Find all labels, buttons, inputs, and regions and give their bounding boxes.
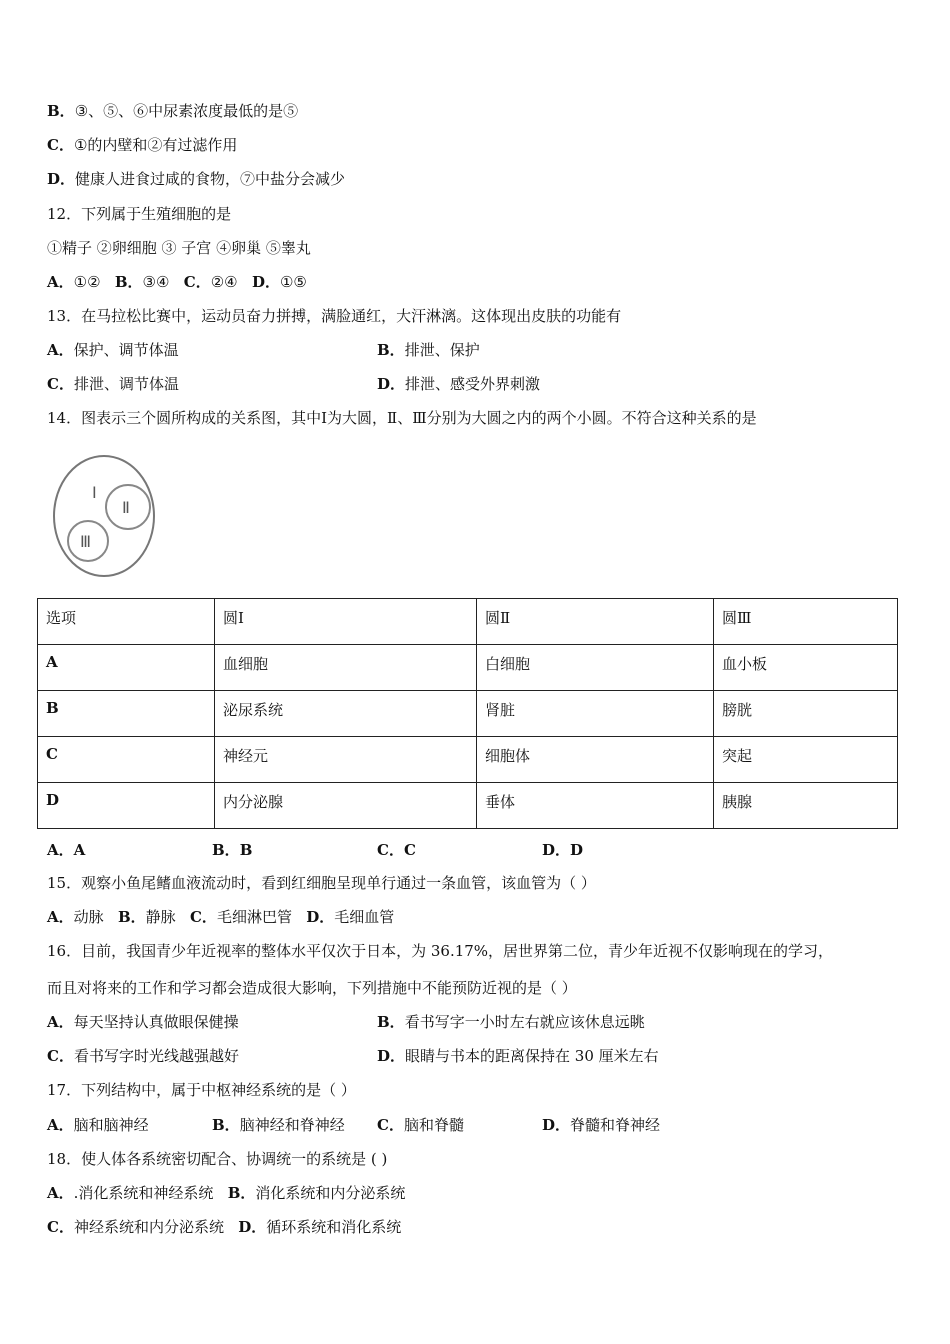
table-cell: 神经元 <box>215 737 477 783</box>
option-text: 排泄、保护 <box>404 341 480 359</box>
option-letter: A． <box>47 908 74 926</box>
option-text: 毛细血管 <box>334 908 395 926</box>
q17-option-d <box>542 1115 660 1135</box>
q16-option-b <box>377 1012 645 1032</box>
q12-stem: 12．下列属于生殖细胞的是 <box>47 205 232 223</box>
option-text: 消化系统和内分泌系统 <box>255 1184 406 1202</box>
option-text: ③④ <box>142 273 170 291</box>
table-cell: 胰腺 <box>714 783 898 829</box>
option-text: D <box>570 841 584 859</box>
option-letter: B． <box>47 102 75 120</box>
option-letter: D． <box>251 273 280 291</box>
q16-stem-line2: 而且对将来的工作和学习都会造成很大影响，下列措施中不能预防近视的是（ ） <box>47 979 577 997</box>
q14-option-a <box>47 840 85 860</box>
table-cell: 血细胞 <box>215 645 477 691</box>
option-letter: D． <box>47 170 76 188</box>
q17-option-c <box>377 1115 464 1135</box>
option-text: B <box>239 841 253 859</box>
option-text: 毛细淋巴管 <box>216 908 292 926</box>
table-row <box>38 783 898 829</box>
option-letter: B． <box>377 341 405 359</box>
option-letter: B． <box>212 1116 240 1134</box>
q13-option-b <box>377 340 480 360</box>
table-header-cell: 选项 <box>38 599 215 645</box>
q14-option-d <box>542 840 583 860</box>
venn-diagram <box>50 450 160 580</box>
option-text: 脊髓和脊神经 <box>570 1116 661 1134</box>
q14-table <box>37 598 898 829</box>
q16-option-c <box>47 1046 239 1066</box>
table-cell: 泌尿系统 <box>215 691 477 737</box>
label-small-3: Ⅲ <box>80 534 92 551</box>
option-letter: C． <box>47 1047 74 1065</box>
option-text: 脑神经和脊神经 <box>239 1116 345 1134</box>
table-cell: B <box>38 691 215 737</box>
option-text: .消化系统和神经系统 <box>73 1184 214 1202</box>
option-letter: C． <box>47 375 74 393</box>
q13-option-a <box>47 340 179 360</box>
table-header-row <box>38 599 898 645</box>
option-text: ②④ <box>210 273 238 291</box>
option-letter: C． <box>377 841 404 859</box>
table-cell: 肾脏 <box>477 691 714 737</box>
table-cell: C <box>38 737 215 783</box>
table-cell: 膀胱 <box>714 691 898 737</box>
option-letter: C． <box>183 273 211 291</box>
q16-option-a <box>47 1012 239 1032</box>
table-row <box>38 645 898 691</box>
table-header-cell: 圆Ⅰ <box>215 599 477 645</box>
option-letter: A． <box>47 1184 74 1202</box>
option-text: 脑和脑神经 <box>73 1116 149 1134</box>
big-circle <box>54 456 154 576</box>
option-text: 健康人进食过咸的食物，⑦中盐分会减少 <box>75 170 346 188</box>
option-letter: A． <box>47 841 74 859</box>
option-text: 排泄、调节体温 <box>73 375 179 393</box>
table-cell: 血小板 <box>714 645 898 691</box>
q13-stem: 13．在马拉松比赛中，运动员奋力拼搏，满脸通红，大汗淋漓。这体现出皮肤的功能有 <box>47 307 622 325</box>
option-letter: D． <box>542 1116 571 1134</box>
q15-options <box>47 907 394 927</box>
q11-option-b <box>47 101 298 121</box>
q13-option-c <box>47 374 179 394</box>
q12-options <box>47 272 307 292</box>
option-text: ③、⑤、⑥中尿素浓度最低的是⑤ <box>74 102 299 120</box>
option-text: A <box>73 841 86 859</box>
option-text: C <box>403 841 416 859</box>
option-letter: A． <box>47 1013 74 1031</box>
table-header-cell: 圆Ⅲ <box>714 599 898 645</box>
table-row <box>38 691 898 737</box>
q16-stem-line1: 16．目前，我国青少年近视率的整体水平仅次于日本，为 36.17%，居世界第二位，青少年近视不仅影响现在的学习， <box>47 942 834 960</box>
option-text: 静脉 <box>145 908 176 926</box>
option-letter: B． <box>212 841 240 859</box>
option-letter: C． <box>47 1218 74 1236</box>
option-letter: B． <box>377 1013 405 1031</box>
option-text: 看书写字时光线越强越好 <box>73 1047 239 1065</box>
option-text: 神经系统和内分泌系统 <box>73 1218 224 1236</box>
option-text: 看书写字一小时左右就应该休息远眺 <box>404 1013 645 1031</box>
table-cell: 内分泌腺 <box>215 783 477 829</box>
q14-option-b <box>212 840 252 860</box>
option-text: ①⑤ <box>279 273 307 291</box>
option-letter: B． <box>114 273 143 291</box>
table-cell: 白细胞 <box>477 645 714 691</box>
q17-stem: 17．下列结构中，属于中枢神经系统的是（ ） <box>47 1081 356 1099</box>
q15-stem: 15．观察小鱼尾鳍血液流动时，看到红细胞呈现单行通过一条血管，该血管为（ ） <box>47 874 596 892</box>
q14-option-c <box>377 840 416 860</box>
q18-options-row1 <box>47 1183 405 1203</box>
option-letter: A． <box>47 341 74 359</box>
table-cell: A <box>38 645 215 691</box>
q11-option-d <box>47 169 345 189</box>
table-cell: 突起 <box>714 737 898 783</box>
option-letter: B． <box>117 908 146 926</box>
label-big: Ⅰ <box>92 485 97 502</box>
option-text: 排泄、感受外界刺激 <box>405 375 541 393</box>
option-letter: D． <box>377 1047 406 1065</box>
option-text: 每天坚持认真做眼保健操 <box>73 1013 239 1031</box>
q13-option-d <box>377 374 540 394</box>
option-letter: C． <box>47 136 74 154</box>
option-text: ①的内壁和②有过滤作用 <box>73 136 238 154</box>
label-small-2: Ⅱ <box>122 500 130 517</box>
table-cell: 垂体 <box>477 783 714 829</box>
table-cell: 细胞体 <box>477 737 714 783</box>
q17-option-b <box>212 1115 345 1135</box>
option-text: 保护、调节体温 <box>73 341 179 359</box>
q12-items: ①精子 ②卵细胞 ③ 子宫 ④卵巢 ⑤睾丸 <box>47 239 311 257</box>
table-cell: D <box>38 783 215 829</box>
q14-stem: 14．图表示三个圆所构成的关系图，其中Ⅰ为大圆，Ⅱ、Ⅲ分别为大圆之内的两个小圆。不符合这种关系的是 <box>47 409 757 427</box>
q16-option-d <box>377 1046 659 1066</box>
option-letter: D． <box>306 908 335 926</box>
option-text: 脑和脊髓 <box>403 1116 464 1134</box>
option-letter: A． <box>47 273 74 291</box>
q18-options-row2 <box>47 1217 401 1237</box>
option-letter: C． <box>189 908 217 926</box>
q11-option-c <box>47 135 237 155</box>
option-letter: D． <box>542 841 571 859</box>
option-letter: C． <box>377 1116 404 1134</box>
option-text: 循环系统和消化系统 <box>266 1218 402 1236</box>
option-text: 动脉 <box>73 908 104 926</box>
q18-stem: 18．使人体各系统密切配合、协调统一的系统是 ( ) <box>47 1150 388 1168</box>
option-letter: D． <box>238 1218 267 1236</box>
q17-option-a <box>47 1115 149 1135</box>
option-text: ①② <box>73 273 101 291</box>
option-text: 眼睛与书本的距离保持在 30 厘米左右 <box>405 1047 659 1065</box>
option-letter: D． <box>377 375 406 393</box>
table-header-cell: 圆Ⅱ <box>477 599 714 645</box>
option-letter: A． <box>47 1116 74 1134</box>
table-row <box>38 737 898 783</box>
option-letter: B． <box>227 1184 256 1202</box>
